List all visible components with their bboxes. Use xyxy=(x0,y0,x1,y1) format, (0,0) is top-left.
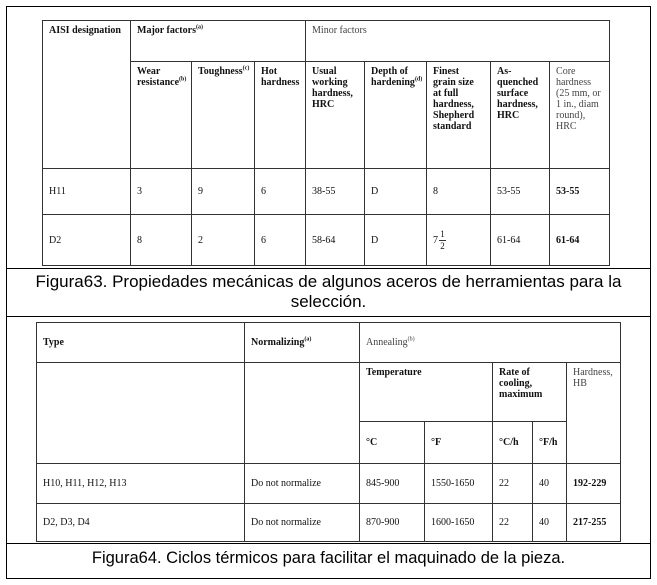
cell-normalize: Do not normalize xyxy=(245,464,360,504)
figure-caption-63: Figura63. Propiedades mecánicas de algunos aceros de herramientas para la selección. xyxy=(35,272,622,311)
cell-asq: 53-55 xyxy=(491,169,550,215)
cell-designation: D2 xyxy=(43,215,131,266)
tool-steel-properties-table xyxy=(42,20,610,266)
cell-type: H10, H11, H12, H13 xyxy=(37,464,245,504)
cell-grain: 7 $\frac{1}{2}$ xyxy=(427,215,491,266)
rate-of-cooling-header: Rate of cooling, maximum xyxy=(493,363,567,422)
table-row xyxy=(37,504,621,542)
divider-line xyxy=(6,268,651,269)
annealing-header: Annealing$^{(b)}$ xyxy=(360,323,621,363)
figure-caption-64: Figura64. Ciclos térmicos para facilitar el maquinado de la pieza. xyxy=(91,549,566,567)
finest-grain-size-header: Finest grain size at full hardness, Shepherd standard xyxy=(427,62,491,169)
cell-toughness: 2 xyxy=(192,215,255,266)
cell-core: 53-55 xyxy=(550,169,610,215)
cell-hot: 6 xyxy=(255,169,306,215)
cell-depth: D xyxy=(365,169,427,215)
hardness-header: Hardness, HB xyxy=(567,363,621,464)
usual-working-hardness-header: Usual working hardness, HRC xyxy=(306,62,365,169)
cell-designation: H11 xyxy=(43,169,131,215)
annealing-cycles-table xyxy=(36,322,621,542)
cell-grain: 8 xyxy=(427,169,491,215)
divider-line xyxy=(6,543,651,544)
table-row xyxy=(43,169,610,215)
hot-hardness-header: Hot hardness xyxy=(255,62,306,169)
type-header-spacer xyxy=(37,363,245,464)
cell-depth: D xyxy=(365,215,427,266)
cell-temp-f: 1550-1650 xyxy=(425,464,493,504)
normalizing-spacer xyxy=(245,363,360,464)
depth-of-hardening-header: Depth of hardening$^{(d)}$ xyxy=(365,62,427,169)
cell-hardness: 217-255 xyxy=(567,504,621,542)
wear-resistance-header: Wear resistance$^{(b)}$ xyxy=(131,62,192,169)
cell-hardness: 192-229 xyxy=(567,464,621,504)
cell-core: 61-64 xyxy=(550,215,610,266)
type-header: Type xyxy=(37,323,245,363)
cell-asq: 61-64 xyxy=(491,215,550,266)
cell-type: D2, D3, D4 xyxy=(37,504,245,542)
unit-fahrenheit-per-hour: °F/h xyxy=(533,422,567,464)
cell-usual: 58-64 xyxy=(306,215,365,266)
unit-celsius: °C xyxy=(360,422,425,464)
cell-wear: 8 xyxy=(131,215,192,266)
cell-normalize: Do not normalize xyxy=(245,504,360,542)
temperature-header: Temperature xyxy=(360,363,493,422)
major-factors-header: Major factors$^{(a)}$ xyxy=(131,21,306,62)
cell-rate-f: 40 xyxy=(533,504,567,542)
unit-celsius-per-hour: °C/h xyxy=(493,422,533,464)
aisi-designation-header: AISI designation xyxy=(43,21,131,169)
divider-line xyxy=(6,316,651,317)
cell-usual: 38-55 xyxy=(306,169,365,215)
cell-rate-c: 22 xyxy=(493,464,533,504)
normalizing-header: Normalizing$^{(a)}$ xyxy=(245,323,360,363)
cell-wear: 3 xyxy=(131,169,192,215)
cell-hot: 6 xyxy=(255,215,306,266)
cell-temp-c: 870-900 xyxy=(360,504,425,542)
cell-rate-c: 22 xyxy=(493,504,533,542)
as-quenched-hardness-header: As-quenched surface hardness, HRC xyxy=(491,62,550,169)
minor-factors-header: Minor factors xyxy=(306,21,610,62)
table-row xyxy=(37,464,621,504)
cell-temp-f: 1600-1650 xyxy=(425,504,493,542)
table-row xyxy=(43,215,610,266)
cell-temp-c: 845-900 xyxy=(360,464,425,504)
toughness-header: Toughness$^{(c)}$ xyxy=(192,62,255,169)
unit-fahrenheit: °F xyxy=(425,422,493,464)
cell-rate-f: 40 xyxy=(533,464,567,504)
cell-toughness: 9 xyxy=(192,169,255,215)
core-hardness-header: Core hardness (25 mm, or 1 in., diam round), HRC xyxy=(550,62,610,169)
fraction: $\frac{1}{2}$ xyxy=(440,228,445,251)
